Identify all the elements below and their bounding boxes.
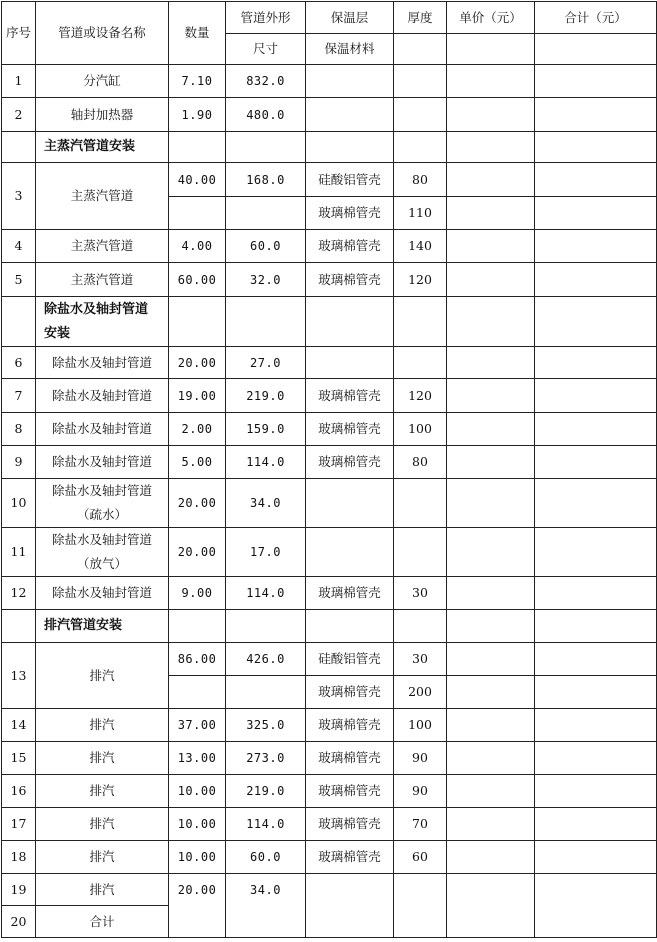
row-number: 14 xyxy=(2,709,36,742)
insulation-material: 玻璃棉管壳 xyxy=(306,379,394,413)
insulation-material: 玻璃棉管壳 xyxy=(306,742,394,775)
thickness: 100 xyxy=(394,709,447,742)
row-number: 5 xyxy=(2,263,36,297)
pipe-size: 60.0 xyxy=(226,230,306,263)
table-row xyxy=(2,528,657,577)
row-number: 4 xyxy=(2,230,36,263)
thickness: 30 xyxy=(394,577,447,610)
col-header-total: 合计（元） xyxy=(535,2,657,34)
quantity: 20.00 xyxy=(169,479,226,528)
col-header-thickness: 厚度 xyxy=(394,2,447,34)
insulation-material: 玻璃棉管壳 xyxy=(306,197,394,230)
table-row xyxy=(2,379,657,413)
quantity: 86.00 xyxy=(169,643,226,676)
thickness: 100 xyxy=(394,413,447,446)
thickness: 200 xyxy=(394,676,447,709)
quantity: 20.00 xyxy=(169,874,226,938)
row-number: 19 xyxy=(2,874,36,906)
pipe-size: 219.0 xyxy=(226,379,306,413)
insulation-material: 玻璃棉管壳 xyxy=(306,577,394,610)
pipe-size: 34.0 xyxy=(226,479,306,528)
row-number: 3 xyxy=(2,163,36,230)
table-row xyxy=(2,841,657,874)
section-title: 主蒸汽管道安装 xyxy=(36,132,169,163)
pipe-size: 159.0 xyxy=(226,413,306,446)
pipe-size: 426.0 xyxy=(226,643,306,676)
row-number: 20 xyxy=(2,906,36,938)
thickness: 70 xyxy=(394,808,447,841)
thickness: 80 xyxy=(394,163,447,197)
item-name: 除盐水及轴封管道 xyxy=(36,577,169,610)
quantity: 10.00 xyxy=(169,841,226,874)
insulation-material: 玻璃棉管壳 xyxy=(306,230,394,263)
table-row xyxy=(2,446,657,479)
table-row xyxy=(2,163,657,197)
item-name: 除盐水及轴封管道 （疏水） xyxy=(36,479,169,528)
insulation-material: 玻璃棉管壳 xyxy=(306,446,394,479)
pipe-size: 114.0 xyxy=(226,577,306,610)
table-row xyxy=(2,65,657,98)
item-name: 分汽缸 xyxy=(36,65,169,98)
insulation-material: 玻璃棉管壳 xyxy=(306,263,394,297)
table-row xyxy=(2,413,657,446)
quantity: 19.00 xyxy=(169,379,226,413)
pipe-size: 832.0 xyxy=(226,65,306,98)
insulation-material: 玻璃棉管壳 xyxy=(306,709,394,742)
quantity: 1.90 xyxy=(169,98,226,132)
pipe-size: 273.0 xyxy=(226,742,306,775)
pipe-size: 114.0 xyxy=(226,446,306,479)
col-header-pipe-size-sub: 尺寸 xyxy=(226,34,306,65)
thickness: 110 xyxy=(394,197,447,230)
thickness: 30 xyxy=(394,643,447,676)
table-row xyxy=(2,643,657,676)
thickness: 90 xyxy=(394,742,447,775)
row-number: 9 xyxy=(2,446,36,479)
row-number: 12 xyxy=(2,577,36,610)
header-row xyxy=(2,2,657,34)
table-row xyxy=(2,742,657,775)
pipe-size: 325.0 xyxy=(226,709,306,742)
quantity: 4.00 xyxy=(169,230,226,263)
item-name: 排汽 xyxy=(36,874,169,906)
pipe-size: 219.0 xyxy=(226,775,306,808)
col-header-unit-price: 单价（元） xyxy=(447,2,535,34)
total-label: 合计 xyxy=(36,906,169,938)
pipe-size: 60.0 xyxy=(226,841,306,874)
quantity: 20.00 xyxy=(169,528,226,577)
row-number: 13 xyxy=(2,643,36,709)
col-header-insulation: 保温层 xyxy=(306,2,394,34)
item-name: 排汽 xyxy=(36,841,169,874)
table-row xyxy=(2,709,657,742)
item-name: 除盐水及轴封管道 xyxy=(36,379,169,413)
thickness: 60 xyxy=(394,841,447,874)
row-number: 8 xyxy=(2,413,36,446)
pipe-size: 27.0 xyxy=(226,347,306,379)
table-row xyxy=(2,347,657,379)
pipe-size: 114.0 xyxy=(226,808,306,841)
quantity: 5.00 xyxy=(169,446,226,479)
table-row xyxy=(2,479,657,528)
quantity: 7.10 xyxy=(169,65,226,98)
insulation-material: 玻璃棉管壳 xyxy=(306,676,394,709)
thickness: 140 xyxy=(394,230,447,263)
quantity: 10.00 xyxy=(169,808,226,841)
pipe-size: 17.0 xyxy=(226,528,306,577)
row-number: 17 xyxy=(2,808,36,841)
item-name: 排汽 xyxy=(36,742,169,775)
pipe-size: 34.0 xyxy=(226,874,306,938)
quantity: 40.00 xyxy=(169,163,226,197)
quantity: 37.00 xyxy=(169,709,226,742)
col-header-seq: 序号 xyxy=(2,2,36,65)
table-row xyxy=(2,577,657,610)
item-name: 主蒸汽管道 xyxy=(36,163,169,230)
col-header-pipe-size: 管道外形 xyxy=(226,2,306,34)
table-row xyxy=(2,230,657,263)
pipe-size: 168.0 xyxy=(226,163,306,197)
pipe-size: 32.0 xyxy=(226,263,306,297)
insulation-material: 玻璃棉管壳 xyxy=(306,413,394,446)
table-row xyxy=(2,775,657,808)
quantity: 20.00 xyxy=(169,347,226,379)
row-number: 6 xyxy=(2,347,36,379)
insulation-material: 玻璃棉管壳 xyxy=(306,808,394,841)
quantity: 2.00 xyxy=(169,413,226,446)
row-number: 18 xyxy=(2,841,36,874)
row-number: 15 xyxy=(2,742,36,775)
item-name: 除盐水及轴封管道 xyxy=(36,413,169,446)
thickness: 120 xyxy=(394,379,447,413)
item-name: 主蒸汽管道 xyxy=(36,230,169,263)
section-title: 排汽管道安装 xyxy=(36,610,169,643)
row-number: 1 xyxy=(2,65,36,98)
insulation-material: 硅酸铝管壳 xyxy=(306,163,394,197)
item-name: 除盐水及轴封管道 xyxy=(36,347,169,379)
table-row xyxy=(2,98,657,132)
row-number: 2 xyxy=(2,98,36,132)
row-number: 7 xyxy=(2,379,36,413)
thickness: 120 xyxy=(394,263,447,297)
table-row xyxy=(2,874,657,906)
item-name: 排汽 xyxy=(36,775,169,808)
quantity: 10.00 xyxy=(169,775,226,808)
row-number: 11 xyxy=(2,528,36,577)
insulation-material: 硅酸铝管壳 xyxy=(306,643,394,676)
row-number: 10 xyxy=(2,479,36,528)
col-header-qty: 数量 xyxy=(169,2,226,65)
quantity: 60.00 xyxy=(169,263,226,297)
pipe-insulation-table xyxy=(1,1,657,938)
item-name: 除盐水及轴封管道 （放气） xyxy=(36,528,169,577)
table-row xyxy=(2,808,657,841)
insulation-material: 玻璃棉管壳 xyxy=(306,841,394,874)
thickness: 80 xyxy=(394,446,447,479)
table-row xyxy=(2,263,657,297)
insulation-material: 玻璃棉管壳 xyxy=(306,775,394,808)
item-name: 主蒸汽管道 xyxy=(36,263,169,297)
item-name: 除盐水及轴封管道 xyxy=(36,446,169,479)
section-row xyxy=(2,610,657,643)
item-name: 排汽 xyxy=(36,643,169,709)
section-row xyxy=(2,297,657,347)
quantity: 13.00 xyxy=(169,742,226,775)
thickness: 90 xyxy=(394,775,447,808)
quantity: 9.00 xyxy=(169,577,226,610)
col-header-name: 管道或设备名称 xyxy=(36,2,169,65)
item-name: 轴封加热器 xyxy=(36,98,169,132)
item-name: 排汽 xyxy=(36,709,169,742)
item-name: 排汽 xyxy=(36,808,169,841)
col-header-insulation-material: 保温材料 xyxy=(306,34,394,65)
pipe-size: 480.0 xyxy=(226,98,306,132)
section-row xyxy=(2,132,657,163)
section-title: 除盐水及轴封管道 安装 xyxy=(36,297,169,347)
row-number: 16 xyxy=(2,775,36,808)
